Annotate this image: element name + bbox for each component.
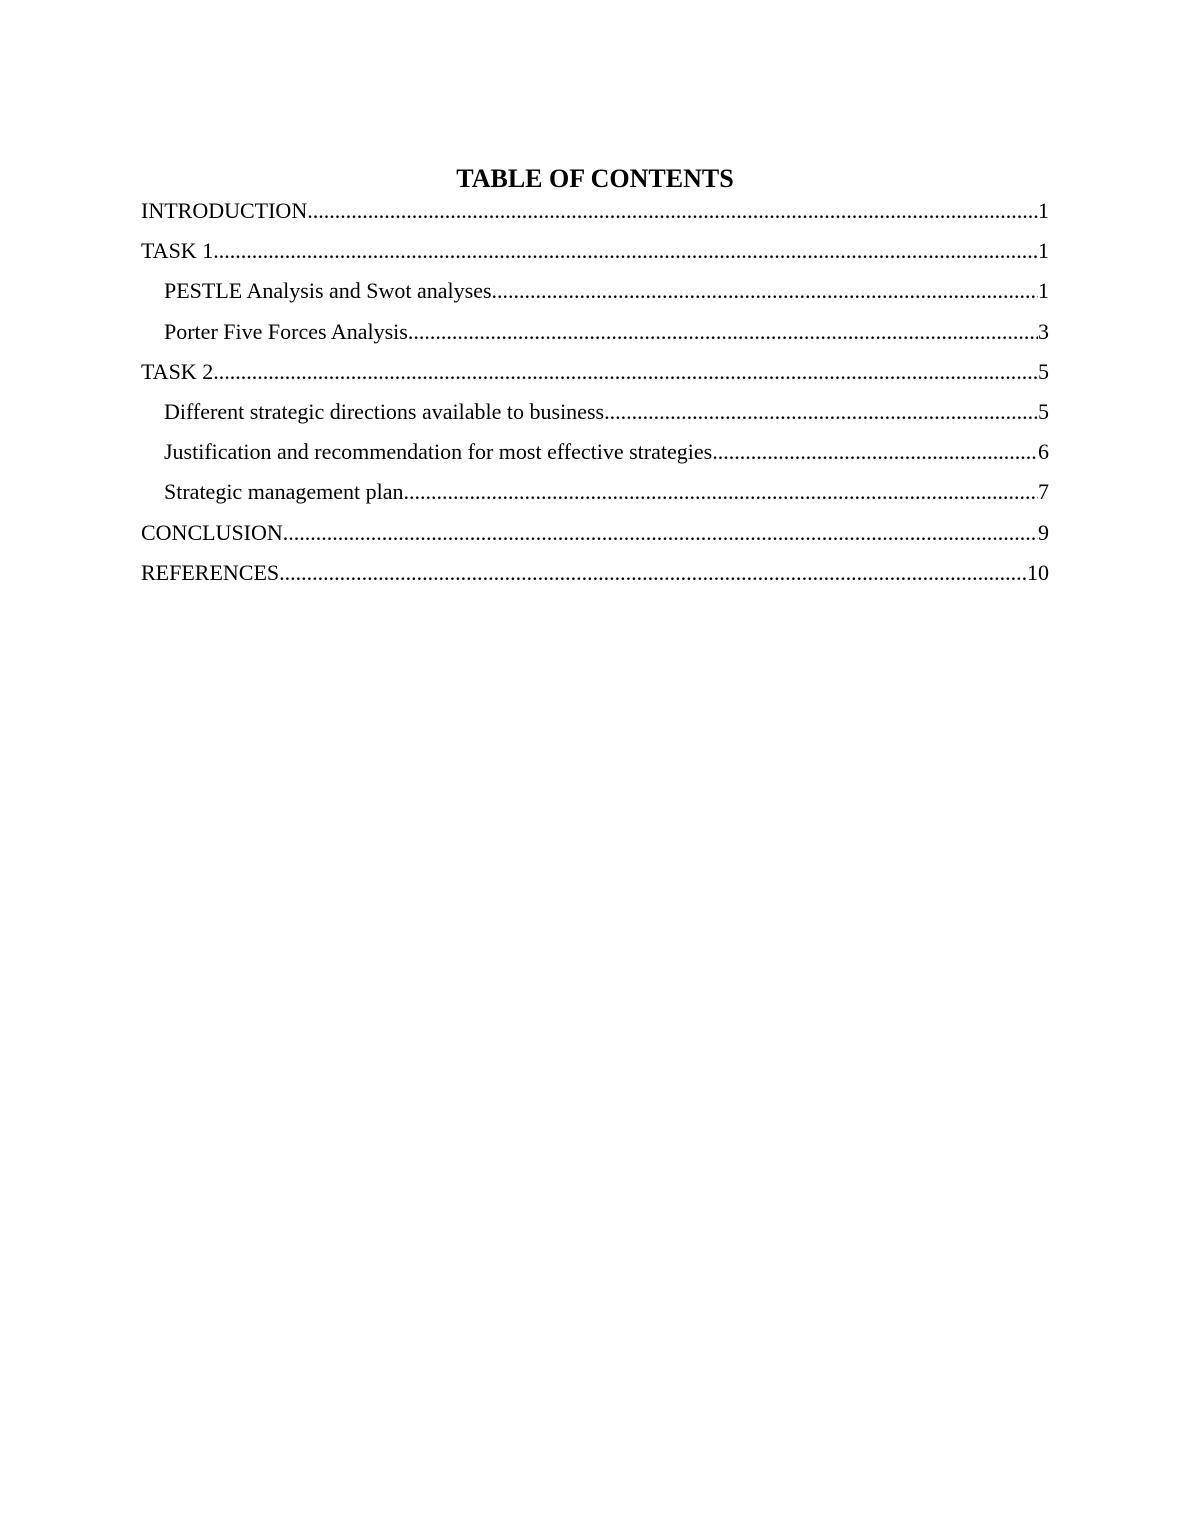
toc-dot-leader [213,357,1038,387]
toc-page-number: 5 [1038,398,1049,424]
toc-dot-leader [604,397,1038,427]
toc-page-number: 10 [1027,559,1049,585]
toc-entry-text: Porter Five Forces Analysis [164,317,408,347]
toc-entry-strategic-directions[interactable] [141,397,1049,437]
toc-dot-leader [307,196,1038,226]
toc-page-number: 6 [1038,439,1049,465]
toc-dot-leader [403,477,1038,507]
toc-entry-task-1[interactable] [141,236,1049,276]
toc-entry-task-2[interactable] [141,357,1049,397]
toc-dot-leader [213,236,1038,266]
toc-title: TABLE OF CONTENTS [456,164,734,193]
toc-entry-text: TASK 1 [141,236,213,266]
toc-dot-leader [712,437,1038,467]
toc-entry-text: REFERENCES [141,558,279,588]
toc-entry-strategic-management-plan[interactable] [141,477,1049,517]
toc-page-number: 1 [1038,198,1049,223]
toc-entry-text: INTRODUCTION [141,196,307,226]
toc-entry-conclusion[interactable] [141,518,1049,558]
toc-entry-text: Justification and recommendation for most effective strategies [164,437,712,467]
toc-list [141,196,1049,598]
toc-page-number: 3 [1038,318,1049,344]
toc-entry-introduction[interactable] [141,196,1049,236]
toc-page-number: 5 [1038,358,1049,384]
toc-entry-porter-five-forces[interactable] [141,317,1049,357]
toc-entry-text: PESTLE Analysis and Swot analyses [164,276,492,306]
toc-page-number: 1 [1038,278,1049,304]
toc-dot-leader [283,518,1038,548]
toc-dot-leader [408,317,1038,347]
toc-entry-text: CONCLUSION [141,518,283,548]
toc-dot-leader [279,558,1027,588]
toc-entry-text: Different strategic directions available to business [164,397,604,427]
toc-dot-leader [492,276,1038,306]
toc-entry-pestle-analysis[interactable] [141,276,1049,316]
toc-entry-text: TASK 2 [141,357,213,387]
toc-page-number: 7 [1038,479,1049,505]
toc-entry-text: Strategic management plan [164,477,403,507]
toc-entry-references[interactable] [141,558,1049,598]
toc-entry-justification[interactable] [141,437,1049,477]
toc-page-number: 1 [1038,238,1049,264]
toc-page-number: 9 [1038,519,1049,545]
